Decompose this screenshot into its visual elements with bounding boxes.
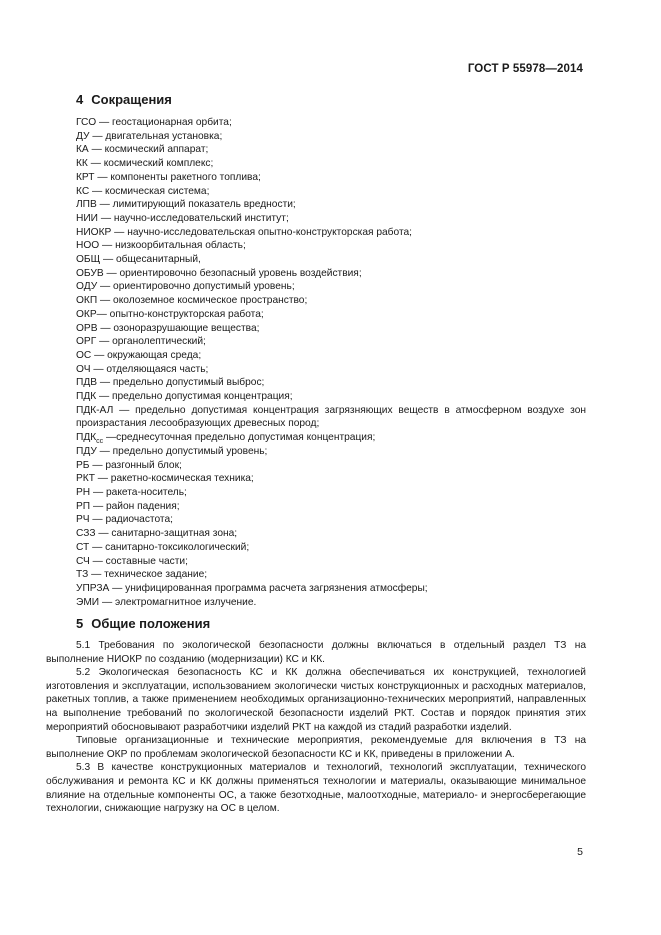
abbreviation-item (46, 253, 586, 267)
abbreviation-term: РКТ (76, 473, 95, 485)
paragraph: 5.1 Требования по экологической безопасности должны включаться в отдельный раздел ТЗ на выполнение НИОКР по созданию (модернизации) КС и КК. (46, 640, 586, 665)
section-5-title: Общие положения (91, 616, 211, 631)
abbreviations-list (46, 116, 586, 609)
abbreviation-definition: — предельно допустимая концентрация загрязняющих веществ в атмосферном воздухе зон произрастания лесообразующих древесных пород; (76, 404, 586, 430)
abbreviation-term: НИОКР (76, 226, 112, 238)
abbreviation-definition: — отделяющаяся часть; (90, 363, 209, 375)
abbreviation-definition: — предельно допустимая концентрация; (96, 391, 293, 403)
abbreviation-definition: — санитарно-защитная зона; (95, 528, 238, 540)
abbreviation-definition: — геостационарная орбита; (96, 117, 232, 128)
abbreviation-definition: — научно-исследовательская опытно-конструкторская работа; (111, 226, 413, 238)
abbreviation-item (46, 486, 586, 500)
abbreviation-term: ПДК-АЛ (76, 404, 114, 416)
abbreviation-definition: — низкоорбитальная область; (99, 240, 246, 252)
abbreviation-term: УПРЗА (76, 582, 110, 594)
abbreviation-subscript: сс (96, 438, 104, 446)
abbreviation-item (46, 294, 586, 308)
abbreviation-term: НОО (76, 240, 100, 252)
abbreviation-definition: — ориентировочно допустимый уровень; (97, 281, 295, 293)
abbreviation-definition: — радиочастота; (89, 514, 173, 526)
abbreviation-term: РП (76, 500, 91, 512)
abbreviation-definition: — лимитирующий показатель вредности; (96, 199, 296, 211)
section-5-heading (76, 616, 210, 631)
abbreviation-definition: — электромагнитное излучение. (99, 596, 257, 608)
abbreviation-term: ДУ (76, 130, 90, 142)
abbreviation-item (46, 431, 586, 445)
abbreviation-term: ОБЩ (76, 254, 101, 266)
page-number: 5 (577, 846, 583, 858)
abbreviation-item (46, 541, 586, 555)
abbreviation-term: КС (76, 185, 90, 197)
abbreviation-term: ОРВ (76, 322, 98, 334)
abbreviation-term: ОРГ (76, 336, 97, 348)
abbreviation-item (46, 335, 586, 349)
abbreviation-item (46, 513, 586, 527)
abbreviation-term: СЗЗ (76, 528, 96, 540)
abbreviation-term: КА (76, 144, 89, 156)
abbreviation-item (46, 267, 586, 281)
abbreviation-term: РБ (76, 459, 90, 471)
abbreviation-term: ПДВ (76, 377, 98, 389)
abbreviation-item (46, 582, 586, 596)
abbreviation-term: ОЧ (76, 363, 91, 375)
abbreviation-definition: — двигательная установка; (89, 130, 223, 142)
abbreviation-item (46, 363, 586, 377)
section-5-number: 5 (76, 616, 84, 631)
abbreviation-definition: — озоноразрушающие вещества; (97, 322, 260, 334)
abbreviation-term: ГСО (76, 117, 97, 128)
abbreviation-term: ОБУВ (76, 267, 104, 279)
abbreviation-item (46, 116, 586, 130)
abbreviation-definition: — научно-исследовательский институт; (98, 212, 289, 224)
abbreviation-item (46, 171, 586, 185)
abbreviation-definition: — компоненты ракетного топлива; (94, 171, 261, 183)
abbreviation-term: ПДУ (76, 445, 97, 457)
standard-header: ГОСТ Р 55978—2014 (467, 63, 583, 75)
abbreviation-item (46, 143, 586, 157)
abbreviation-item (46, 308, 586, 322)
abbreviation-term: ОКП (76, 295, 98, 307)
abbreviation-item (46, 239, 586, 253)
abbreviation-term: ПДК (76, 391, 97, 403)
abbreviation-definition: — ракета-носитель; (90, 486, 187, 498)
abbreviation-item (46, 322, 586, 336)
abbreviation-definition: — космический комплекс; (87, 158, 214, 170)
abbreviation-item (46, 130, 586, 144)
paragraph: 5.2 Экологическая безопасность КС и КК должна обеспечиваться их конструкцией, технологией изготовления и эксплуатации, использованием экологически чистых конструкционных и расходных материалов, ракетных топлив, а также применением необходимых организационно-технических мероприятий, направленных на выполнение требований по экологической безопасности изделий РКТ. Состав и порядок принятия этих мероприятий обосновывают разработчики изделий РКТ на каждой из стадий разработки изделий. (46, 667, 586, 733)
abbreviation-item (46, 349, 586, 363)
abbreviation-definition: — санитарно-токсикологический; (89, 541, 250, 553)
section-5-body (46, 639, 586, 816)
abbreviation-item (46, 472, 586, 486)
abbreviation-definition: — опытно-конструкторская работа; (96, 308, 264, 320)
abbreviation-item (46, 445, 586, 459)
abbreviation-item (46, 212, 586, 226)
abbreviation-definition: — ракетно-космическая техника; (94, 473, 254, 485)
abbreviation-term: ТЗ (76, 569, 89, 581)
abbreviation-term: КРТ (76, 171, 95, 183)
abbreviation-item (46, 185, 586, 199)
abbreviation-definition: — унифицированная программа расчета загрязнения атмосферы; (109, 582, 428, 594)
abbreviation-item (46, 390, 586, 404)
paragraph: Типовые организационные и технические мероприятия, рекомендуемые для включения в ТЗ на выполнение ОКР по проблемам экологической безопасности КС и КК, приведены в приложении А. (46, 735, 586, 760)
abbreviation-item (46, 157, 586, 171)
abbreviation-definition: — околоземное космическое пространство; (97, 295, 308, 307)
section-4-number: 4 (76, 92, 84, 107)
abbreviation-term: КК (76, 158, 88, 170)
abbreviation-item (46, 500, 586, 514)
abbreviation-term: ЭМИ (76, 596, 100, 608)
abbreviation-term: СТ (76, 541, 90, 553)
abbreviation-definition: — органолептический; (96, 336, 206, 348)
abbreviation-term: РН (76, 486, 91, 498)
abbreviation-definition: — составные части; (89, 555, 188, 567)
abbreviation-term: ЛПВ (76, 199, 97, 211)
abbreviation-item (46, 280, 586, 294)
abbreviation-term: НИИ (76, 212, 99, 224)
section-4-title: Сокращения (91, 92, 172, 107)
abbreviation-item (46, 568, 586, 582)
abbreviation-definition: — район падения; (90, 500, 180, 512)
abbreviation-definition: — предельно допустимый выброс; (97, 377, 265, 389)
abbreviation-definition: — ориентировочно безопасный уровень воздействия; (103, 267, 362, 279)
abbreviation-item (46, 596, 586, 610)
abbreviation-term: ОС (76, 349, 92, 361)
abbreviation-definition: — разгонный блок; (89, 459, 182, 471)
abbreviation-item (46, 404, 586, 431)
abbreviation-term: СЧ (76, 555, 90, 567)
abbreviation-item (46, 555, 586, 569)
abbreviation-term: РЧ (76, 514, 90, 526)
abbreviation-definition: — космическая система; (89, 185, 210, 197)
abbreviation-item (46, 459, 586, 473)
abbreviation-item (46, 376, 586, 390)
abbreviation-item (46, 226, 586, 240)
abbreviation-definition: —среднесуточная предельно допустимая концентрация; (103, 432, 376, 444)
abbreviation-definition: — космический аппарат; (88, 144, 209, 156)
abbreviation-item (46, 198, 586, 212)
abbreviation-item (46, 527, 586, 541)
abbreviation-definition: — окружающая среда; (91, 349, 202, 361)
abbreviation-definition: — общесанитарный, (100, 254, 201, 266)
section-4-heading (76, 92, 172, 107)
abbreviation-definition: — предельно допустимый уровень; (96, 445, 268, 457)
paragraph: 5.3 В качестве конструкционных материалов и технологий, технологий эксплуатации, технического обслуживания и ремонта КС и КК должны применяться технологии и материалы, оказывающие минимальное влияние на отдельные компоненты ОС, а также безотходные, малоотходные, материало- и энергосберегающие технологии, снижающие нагрузку на ОС в целом. (46, 762, 586, 815)
abbreviation-term: ОКР (76, 308, 97, 320)
abbreviation-term: ОДУ (76, 281, 98, 293)
abbreviation-term: ПДК (76, 432, 97, 444)
abbreviation-definition: — техническое задание; (88, 569, 208, 581)
